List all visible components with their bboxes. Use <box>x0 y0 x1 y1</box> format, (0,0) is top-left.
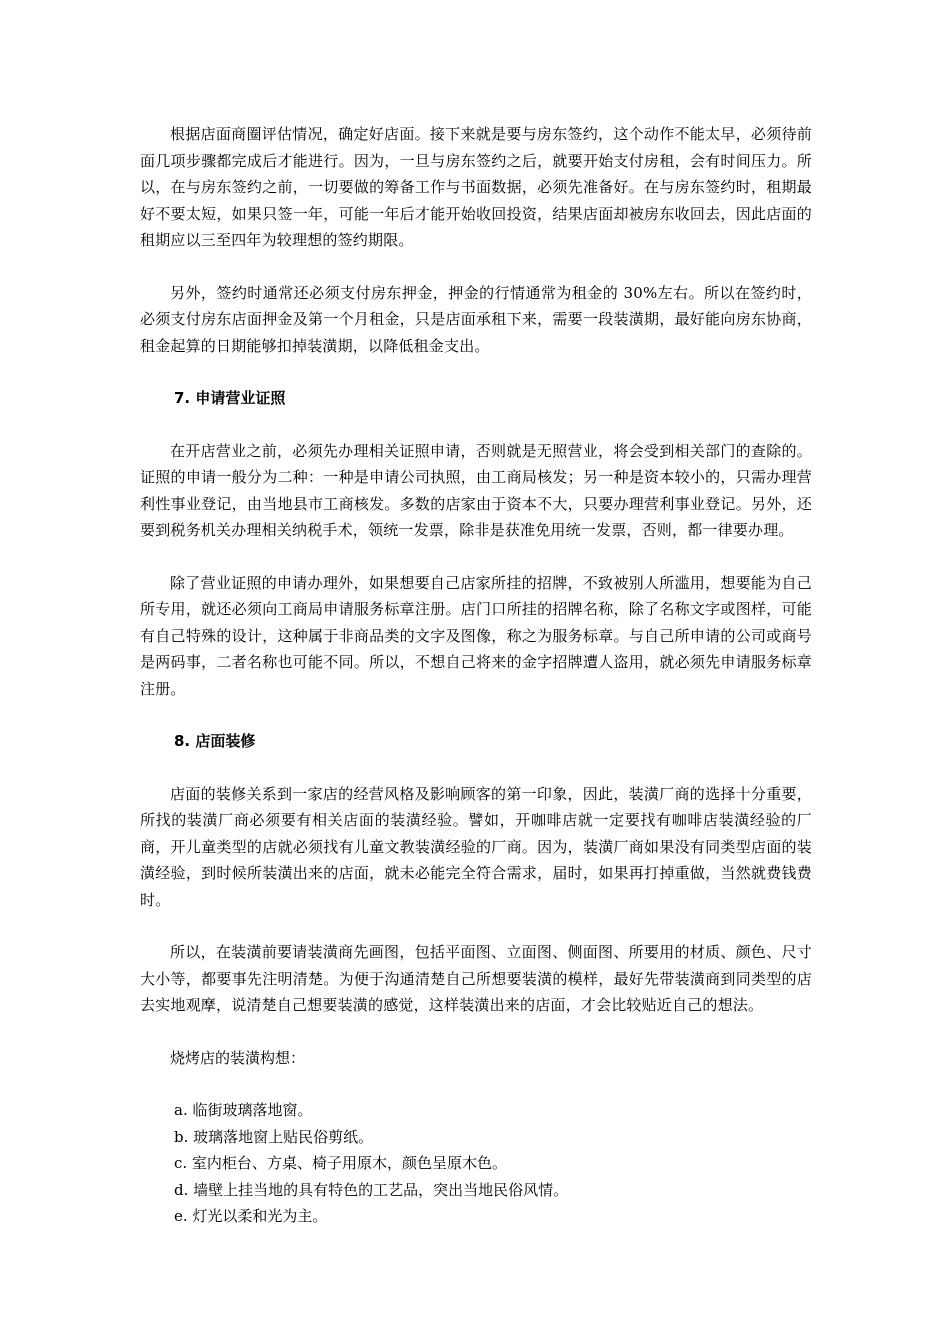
list-item: e. 灯光以柔和光为主。 <box>174 1207 328 1225</box>
list-item: b. 玻璃落地窗上贴民俗剪纸。 <box>174 1127 374 1146</box>
paragraph-license-application: 在开店营业之前，必须先办理相关证照申请，否则就是无照营业，将会受到相关部门的查除的。证照的申请一般分为二种：一种是申请公司执照，由工商局核发；另一种是资本较小的，只需办理营利性事业登记，由当地县市工商核发。多数的店家由于资本不大，只要办理营利事业登记。另外，还要到税务机关办理相关纳税手术，领统一发票，除非是获准免用统一发票，否则，都一律要办理。 <box>140 441 812 539</box>
paragraph-lease-signing: 根据店面商圈评估情况，确定好店面。接下来就是要与房东签约，这个动作不能太早，必须待前面几项步骤都完成后才能进行。因为，一旦与房东签约之后，就要开始支付房租，会有时间压力。所以，在与房东签约之前，一切要做的筹备工作与书面数据，必须先准备好。在与房东签约时，租期最好不要太短，如果只签一年，可能一年后才能开始收回投资，结果店面却被房东收回去，因此店面的租期应以三至四年为较理想的签约期限。 <box>140 125 812 249</box>
paragraph-service-mark: 除了营业证照的申请办理外，如果想要自己店家所挂的招牌，不致被别人所滥用，想要能为自己所专用，就还必须向工商局申请服务标章注册。店门口所挂的招牌名称，除了名称文字或图样，可能有自己特殊的设计，这种属于非商品类的文字及图像，称之为服务标章。与自己所申请的公司或商号是两码事，二者名称也可能不同。所以，不想自己将来的金字招牌遭人盗用，就必须先申请服务标章注册。 <box>140 573 812 698</box>
paragraph-deposit: 另外，签约时通常还必须支付房东押金，押金的行情通常为租金的 30%左右。所以在签约时，必须支付房东店面押金及第一个月租金，只是店面承租下来，需要一段装潢期，最好能向房东协商，租金起算的日期能够扣掉装潢期，以降低租金支出。 <box>140 283 812 355</box>
list-item: c. 室内柜台、方桌、椅子用原木，颜色呈原木色。 <box>174 1154 507 1172</box>
document-page <box>140 121 812 1230</box>
list-item: d. 墙壁上挂当地的具有特色的工艺品，突出当地民俗风情。 <box>174 1180 569 1199</box>
decoration-idea-list <box>140 1097 812 1230</box>
paragraph-bbq-concept: 烧烤店的装潢构想： <box>170 1048 306 1067</box>
paragraph-decoration-vendor: 店面的装修关系到一家店的经营风格及影响顾客的第一印象，因此，装潢厂商的选择十分重要，所找的装潢厂商必须要有相关店面的装潢经验。譬如，开咖啡店就一定要找有咖啡店装潢经验的厂商，开儿童类型的店就必须找有儿童文教装潢经验的厂商。因为，装潢厂商如果没有同类型店面的装潢经验，到时候所装潢出来的店面，就未必能完全符合需求，届时，如果再打掉重做，当然就费钱费时。 <box>140 784 812 909</box>
list-item: a. 临街玻璃落地窗。 <box>174 1101 313 1119</box>
paragraph-decoration-drawings: 所以，在装潢前要请装潢商先画图，包括平面图、立面图、侧面图、所要用的材质、颜色、尺寸大小等，都要事先注明清楚。为便于沟通清楚自己所想要装潢的模样，最好先带装潢商到同类型的店去实地观摩，说清楚自己想要装潢的感觉，这样装潢出来的店面，才会比较贴近自己的想法。 <box>140 943 812 1014</box>
section-heading-decoration: 8. 店面装修 <box>174 732 256 750</box>
section-heading-license: 7. 申请营业证照 <box>174 389 286 407</box>
